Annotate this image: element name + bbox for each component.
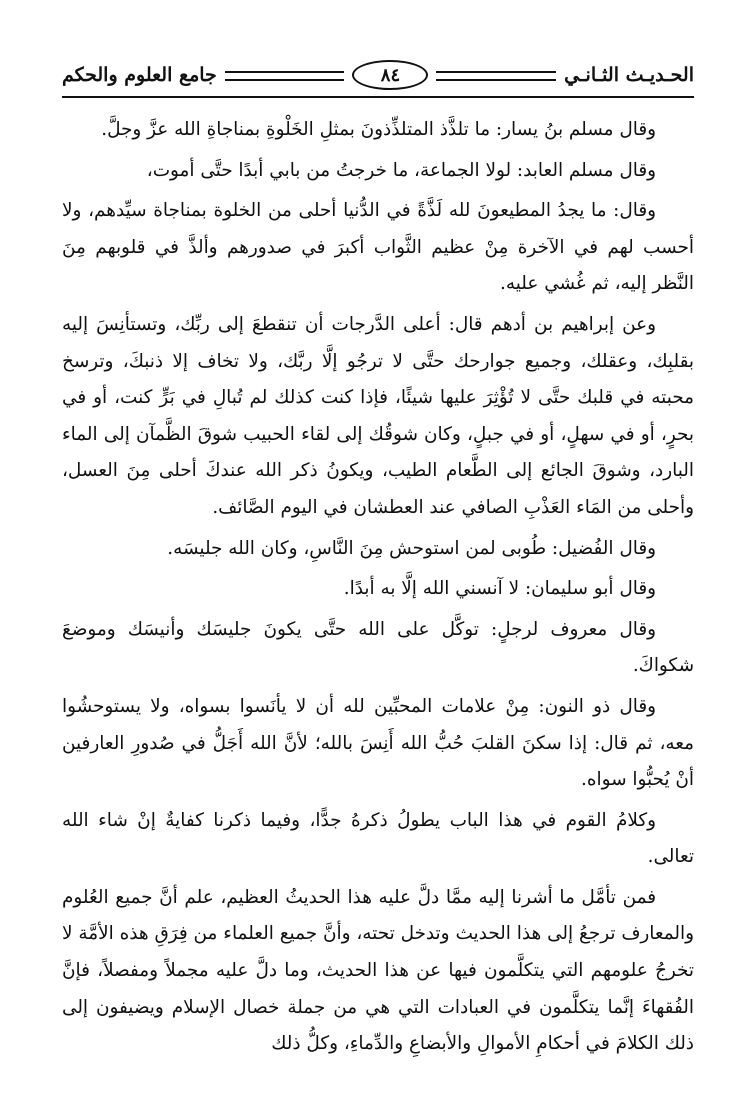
running-header: [62, 56, 694, 94]
paragraph: وقال معروف لرجلٍ: توكَّل على الله حتَّى يكونَ جليسَك وأنيسَك وموضعَ شكواكَ.: [62, 618, 694, 677]
paragraph: وكلامُ القوم في هذا الباب يطولُ ذكرهُ جدًّا، وفيما ذكرنا كفايةٌ إنْ شاء الله تعالى.: [62, 809, 694, 868]
book-title: جامع العلوم والحكم: [61, 64, 217, 86]
paragraph: وقال ذو النون: مِنْ علامات المحبِّين لله أن لا يأنَسوا بسواه، ولا يستوحشُوا معه، ثم قال: إذا سكنَ القلبَ حُبُّ الله أَنِسَ بالله؛ لأنَّ الله أَجَلُّ في صُدورِ العارفين أنْ يُحبُّوا سواه.: [62, 695, 694, 791]
paragraph: وقال الفُضيل: طُوبى لمن استوحش مِنَ النَّاسِ، وكان الله جليسَه.: [167, 537, 656, 559]
header-underline: [62, 96, 694, 98]
paragraph: وقال مسلم بنُ يسار: ما تلذَّذ المتلذِّذونَ بمثلِ الخَلْوةِ بمناجاةِ الله عزَّ وجلَّ.: [101, 119, 656, 140]
chapter-title: الحـديـث الثـانـي: [564, 64, 694, 86]
paragraph: وقال أبو سليمان: لا آنسني الله إلَّا به أبدًا.: [343, 578, 656, 600]
paragraph: وقال مسلم العابد: لولا الجماعة، ما خرجتُ من بابي أبدًا حتَّى أموت،: [146, 159, 656, 181]
header-rule-right: [436, 71, 556, 81]
paragraph: وعن إبراهيم بن أدهم قال: أعلى الدَّرجات أن تنقطعَ إلى ربِّك، وتستأنِسَ إليه بقلبِك، وعقلك، وجميع جوارحك حتَّى لا ترجُو إلَّا ربَّك، ولا تخاف إلا ذنبكَ، وترسخ محبته في قلبك حتَّى لا تُؤْثِرَ عليها شيئًا، فإذا كنت كذلك لم تُبالِ في بَرٍّ كنت، أو في بحرٍ، أو في سهلٍ، أو في جبلٍ، وكان شوقُك إلى لقاء الحبيب شوقَ الظَّمآن إلى الماء البارد، وشوقَ الجائع إلى الطَّعام الطيب، ويكونُ ذكر الله عندكَ أحلى مِنَ العسل، وأحلى من المَاء العَذْبِ الصافي عند العطشان في اليوم الصَّائف.: [62, 313, 694, 518]
header-rule-left: [225, 71, 345, 81]
page-number: ٨٤: [352, 60, 428, 90]
paragraph: وقال: ما يجدُ المطيعونَ لله لَذَّةً في الدُّنيا أحلى من الخلوة بمناجاة سيِّدهم، ولا أحسب لهم في الآخرة مِنْ عظيم الثَّواب أكبرَ في صدورهم وألذَّ في قلوبهم مِنَ النَّظر إليه، ثم غُشي عليه.: [62, 200, 694, 295]
main-text: [62, 112, 694, 1067]
paragraph: فمن تأمَّل ما أشرنا إليه ممَّا دلَّ عليه هذا الحديثُ العظيم، علم أنَّ جميع العُلوم والمعارف ترجعُ إلى هذا الحديث وتدخل تحته، وأنَّ جميع العلماء من فِرَقِ هذه الأمَّة لا تخرجُ علومهم التي يتكلَّمون فيها عن هذا الحديث، وما دلَّ عليه مجملاً ومفصلاً، فإنَّ الفُقهاءَ إنَّما يتكلَّمون في العبادات التي هي من جملة خصال الإسلام ويضيفون إلى ذلك الكلامَ في أحكامِ الأموالِ والأبضاعِ والدِّماءِ، وكلُّ ذلك: [62, 886, 694, 1055]
